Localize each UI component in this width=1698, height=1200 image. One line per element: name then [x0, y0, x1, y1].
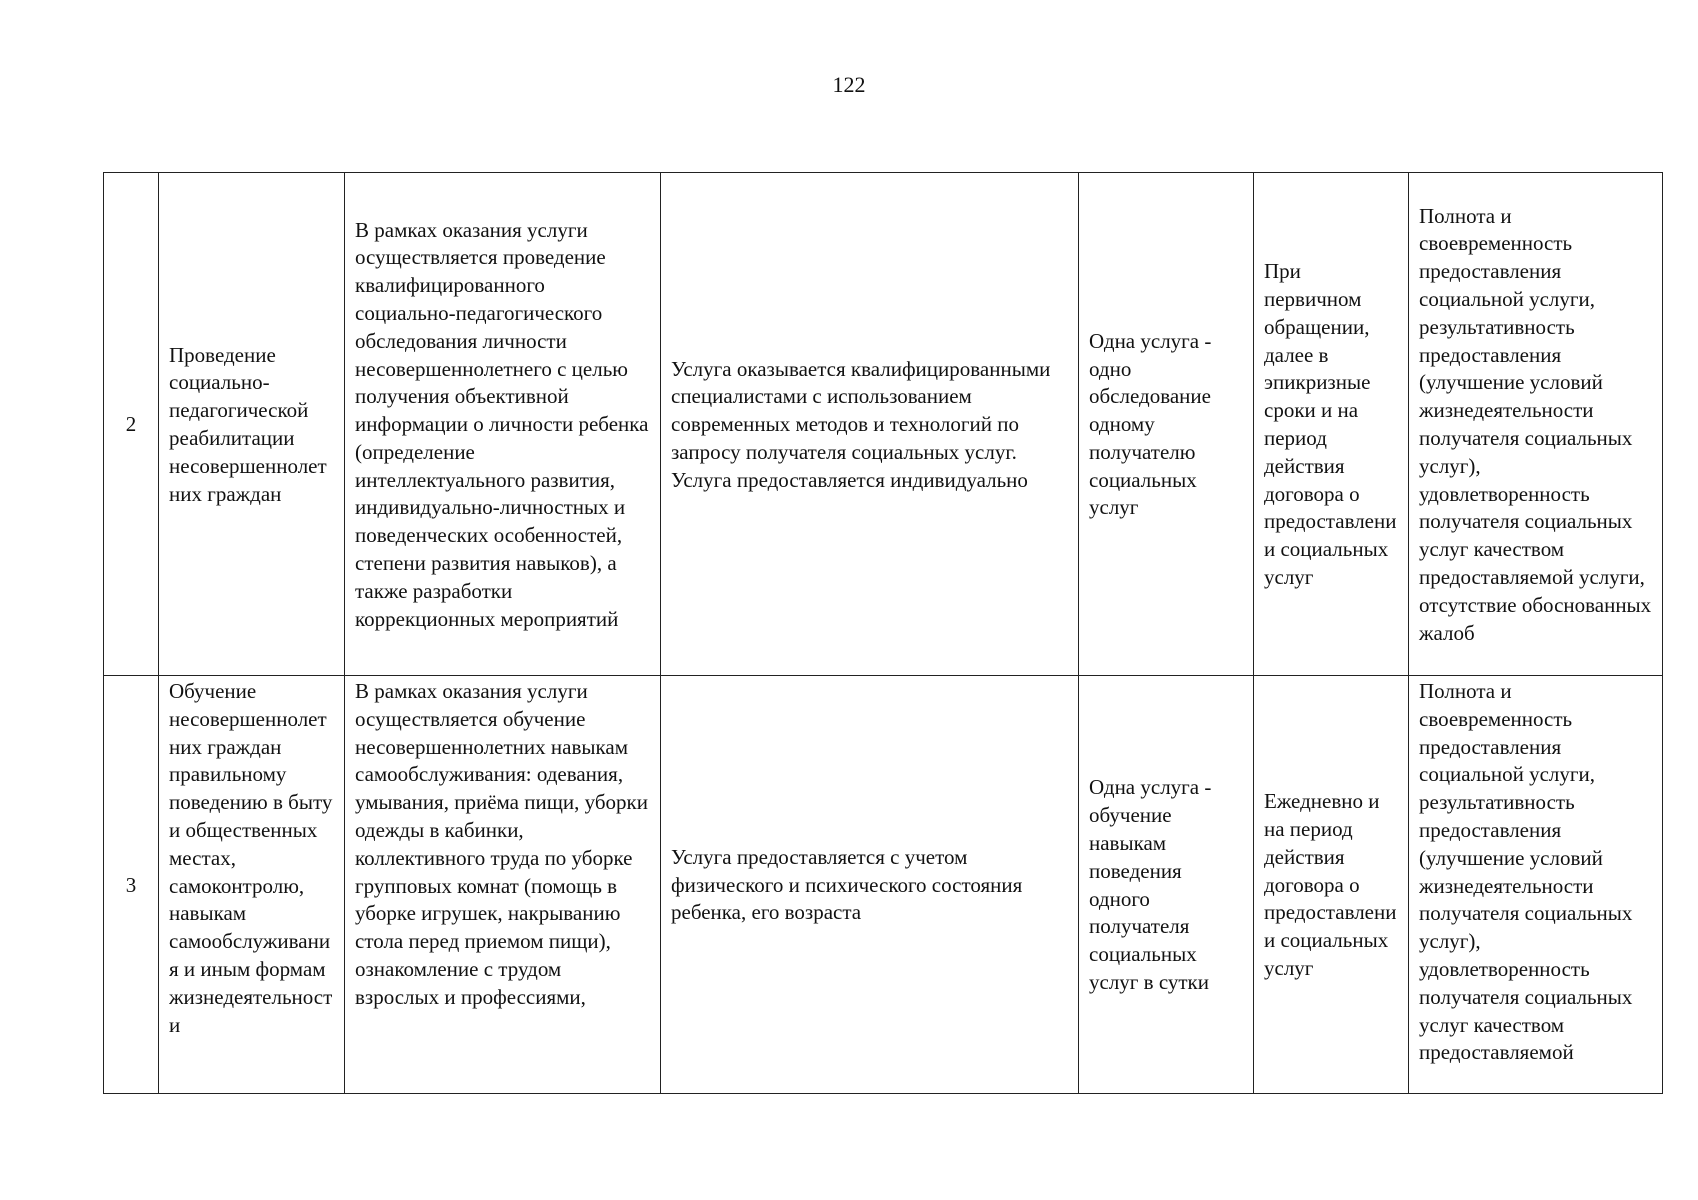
page-number: 122 — [832, 72, 866, 97]
service-conditions: Услуга предоставляется с учетом физического и психического состояния ребенка, его возраста — [671, 844, 1023, 925]
service-name-cell — [159, 676, 345, 1094]
services-table — [103, 172, 1663, 1094]
service-criteria-cell — [1409, 676, 1663, 1094]
service-description: В рамках оказания услуги осуществляется обучение несовершеннолетних навыкам самообслуживания: одевания, умывания, приёма пищи, уборки одежды в кабинки, коллективного труда по уборке групповых комнат (помощь в уборке игрушек, накрыванию стола перед приемом пищи), ознакомление с трудом взрослых и профессиями, — [355, 679, 648, 1009]
service-term-cell — [1254, 173, 1409, 676]
service-conditions-cell — [661, 676, 1079, 1094]
service-unit-cell — [1079, 676, 1254, 1094]
service-conditions-cell — [661, 173, 1079, 676]
service-criteria-cell — [1409, 173, 1663, 676]
service-criteria: Полнота и своевременность предоставления социальной услуги, результативность предоставления (улучшение условий жизнедеятельности получателя социальных услуг), удовлетворенность получателя социальных услуг качеством предоставляемой — [1419, 679, 1633, 1065]
service-unit: Одна услуга - одно обследование одному получателю социальных услуг — [1089, 328, 1212, 520]
service-criteria: Полнота и своевременность предоставления социальной услуги, результативность предоставления (улучшение условий жизнедеятельности получателя социальных услуг), удовлетворенность получателя социальных услуг качеством предоставляемой услуги, отсутствие обоснованных жалоб — [1419, 203, 1652, 645]
row-number-cell: 3 — [104, 676, 159, 1094]
service-description-cell — [345, 676, 661, 1094]
service-name-cell — [159, 173, 345, 676]
service-term: Ежедневно и на период действия договора о предоставлении социальных услуг — [1264, 789, 1397, 980]
service-unit-cell — [1079, 173, 1254, 676]
service-description: В рамках оказания услуги осуществляется проведение квалифицированного социально-педагогического обследования личности несовершеннолетнего с целью получения объективной информации о личности ребенка (определение интеллектуального развития, индивидуально-личностных и поведенческих особенностей, степени развития навыков), а также разработки коррекционных мероприятий — [355, 217, 649, 631]
service-name: Обучение несовершеннолетних граждан правильному поведению в быту и общественных местах, самоконтролю, навыкам самообслуживания и иным формам жизнедеятельности — [169, 679, 333, 1037]
service-name: Проведение социально-педагогической реабилитации несовершеннолетних граждан — [169, 342, 327, 506]
service-term: При первичном обращении, далее в эпикризные сроки и на период действия договора о предоставлении социальных услуг — [1264, 259, 1397, 589]
service-description-cell — [345, 173, 661, 676]
service-conditions: Услуга оказывается квалифицированными специалистами с использованием современных методов и технологий по запросу получателя социальных услуг. Услуга предоставляется индивидуально — [671, 356, 1051, 492]
table-row — [104, 676, 1663, 1094]
service-term-cell — [1254, 676, 1409, 1094]
table-row — [104, 173, 1663, 676]
service-unit: Одна услуга - обучение навыкам поведения одного получателя социальных услуг в сутки — [1089, 775, 1212, 994]
row-number-cell: 2 — [104, 173, 159, 676]
